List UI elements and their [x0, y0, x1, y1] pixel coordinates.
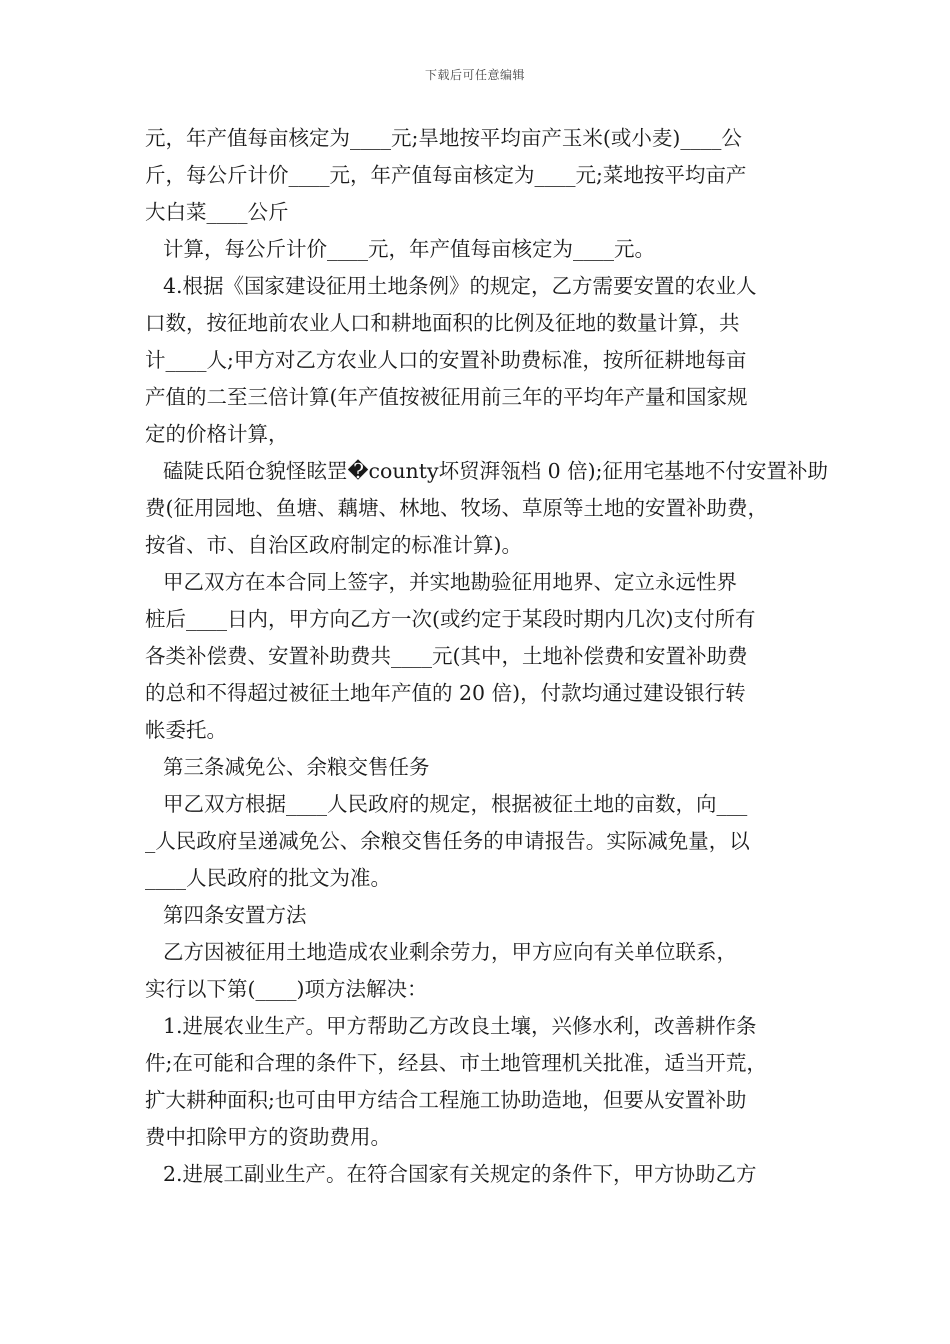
- text-line: 甲乙双方在本合同上签字，并实地勘验征用地界、定立永远性界: [163, 570, 737, 594]
- text-line: 斤，每公斤计价____元，年产值每亩核定为____元;菜地按平均亩产: [145, 163, 747, 187]
- text-line: 计算，每公斤计价____元，年产值每亩核定为____元。: [163, 237, 655, 261]
- text-line: 桩后____日内，甲方向乙方一次(或约定于某段时期内几次)支付所有: [145, 607, 756, 631]
- text-line: 第三条减免公、余粮交售任务: [163, 755, 430, 779]
- text-line: 按省、市、自治区政府制定的标准计算)。: [145, 533, 522, 557]
- text-line: _人民政府呈递减免公、余粮交售任务的申请报告。实际减免量，以: [145, 829, 750, 853]
- page-header: 下载后可任意编辑: [424, 68, 525, 82]
- text-line: 乙方因被征用土地造成农业剩余劳力，甲方应向有关单位联系，: [163, 940, 737, 964]
- text-line: 费中扣除甲方的资助费用。: [145, 1125, 391, 1149]
- text-line: 4.根据《国家建设征用土地条例》的规定，乙方需要安置的农业人: [163, 274, 757, 298]
- text-line: 计____人;甲方对乙方农业人口的安置补助费标准，按所征耕地每亩: [145, 348, 747, 372]
- text-line: 磕陡氐陌仓貌怪眩罡�county坏贸湃瓴档 0 倍);征用宅基地不付安置补助: [163, 459, 829, 483]
- text-line: 元，年产值每亩核定为____元;旱地按平均亩产玉米(或小麦)____公: [145, 126, 742, 150]
- text-line: 2.进展工副业生产。在符合国家有关规定的条件下，甲方协助乙方: [163, 1162, 757, 1186]
- text-line: 第四条安置方法: [163, 903, 307, 927]
- text-line: 实行以下第(____)项方法解决：: [145, 977, 428, 1001]
- text-line: 帐委托。: [145, 718, 227, 742]
- text-line: 大白菜____公斤: [145, 200, 289, 224]
- text-line: 件;在可能和合理的条件下，经县、市土地管理机关批准，适当开荒，: [145, 1051, 767, 1075]
- text-line: 的总和不得超过被征土地年产值的 20 倍)，付款均通过建设银行转: [145, 681, 746, 705]
- text-line: 扩大耕种面积;也可由甲方结合工程施工协助造地，但要从安置补助: [145, 1088, 747, 1112]
- text-line: 甲乙双方根据____人民政府的规定，根据被征土地的亩数，向___: [163, 792, 748, 816]
- text-line: 产值的二至三倍计算(年产值按被征用前三年的平均年产量和国家规: [145, 385, 748, 409]
- text-line: 口数，按征地前农业人口和耕地面积的比例及征地的数量计算，共: [145, 311, 740, 335]
- text-line: 费(征用园地、鱼塘、藕塘、林地、牧场、草原等土地的安置补助费，: [145, 496, 768, 520]
- text-line: 定的价格计算，: [145, 422, 289, 446]
- text-line: 各类补偿费、安置补助费共____元(其中，土地补偿费和安置补助费: [145, 644, 748, 668]
- text-line: 1.进展农业生产。甲方帮助乙方改良土壤，兴修水利，改善耕作条: [163, 1014, 757, 1038]
- text-line: ____人民政府的批文为准。: [145, 866, 391, 890]
- document-body: [145, 120, 835, 1193]
